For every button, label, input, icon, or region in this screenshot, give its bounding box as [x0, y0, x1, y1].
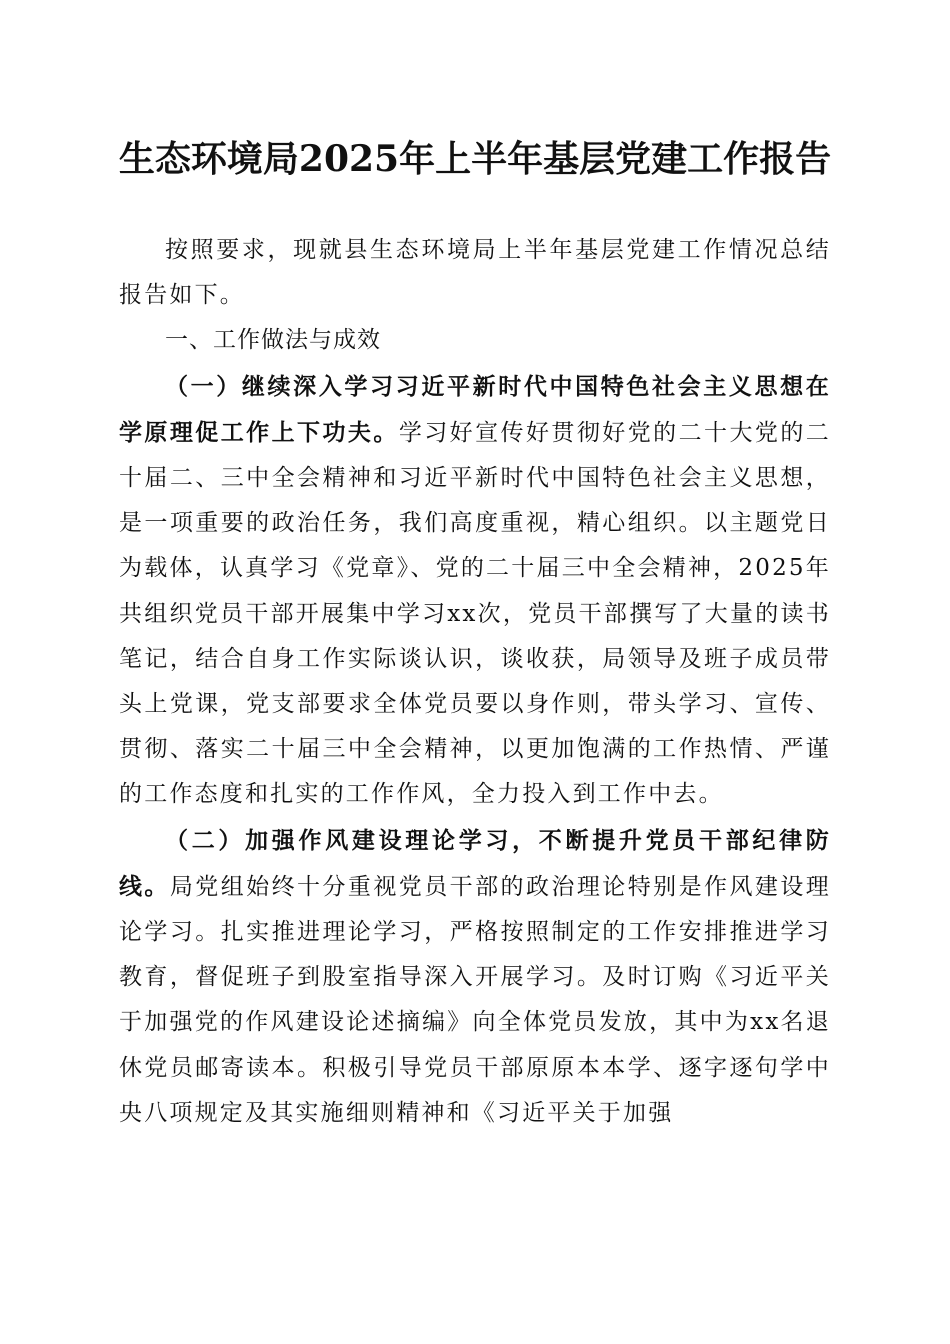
section-heading: 一、工作做法与成效	[165, 327, 381, 354]
intro-paragraph: 按照要求，现就县生态环境局上半年基层党建工作情况总结报告如下。	[119, 237, 831, 309]
item-one-lead: （一）继续深入学习习近平新时代中国特色社会主义思想在学原理促工作上下功夫。	[119, 372, 831, 446]
item-two-lead: （二）加强作风建设理论学习，不断提升党员干部纪律防线。	[119, 826, 831, 900]
item-one-body: 学习好宣传好贯彻好党的二十大党的二十届二、三中全会精神和习近平新时代中国特色社会主义思想，是一项重要的政治任务，我们高度重视，精心组织。以主题党日为载体，认真学习《党章》、党的二十届三中全会精神，2025年共组织党员干部开展集中学习xx次，党员干部撰写了大量的读书笔记，结合自身工作实际谈认识，谈收获，局领导及班子成员带头上党课，党支部要求全体党员要以身作则，带头学习、宣传、贯彻、落实二十届三中全会精神，以更加饱满的工作热情、严谨的工作态度和扎实的工作作风，全力投入到工作中去。	[119, 419, 831, 808]
item-one-paragraph	[119, 364, 831, 818]
document-title: 生态环境局2025年上半年基层党建工作报告	[118, 138, 832, 180]
item-two-body: 局党组始终十分重视党员干部的政治理论特别是作风建设理论学习。扎实推进理论学习，严格按照制定的工作安排推进学习教育，督促班子到股室指导深入开展学习。及时订购《习近平关于加强党的作风建设论述摘编》向全体党员发放，其中为xx名退休党员邮寄读本。积极引导党员干部原原本本学、逐字逐句学中央八项规定及其实施细则精神和《习近平关于加强	[119, 873, 831, 1126]
document-body	[119, 228, 831, 1136]
item-two-paragraph	[119, 818, 831, 1136]
